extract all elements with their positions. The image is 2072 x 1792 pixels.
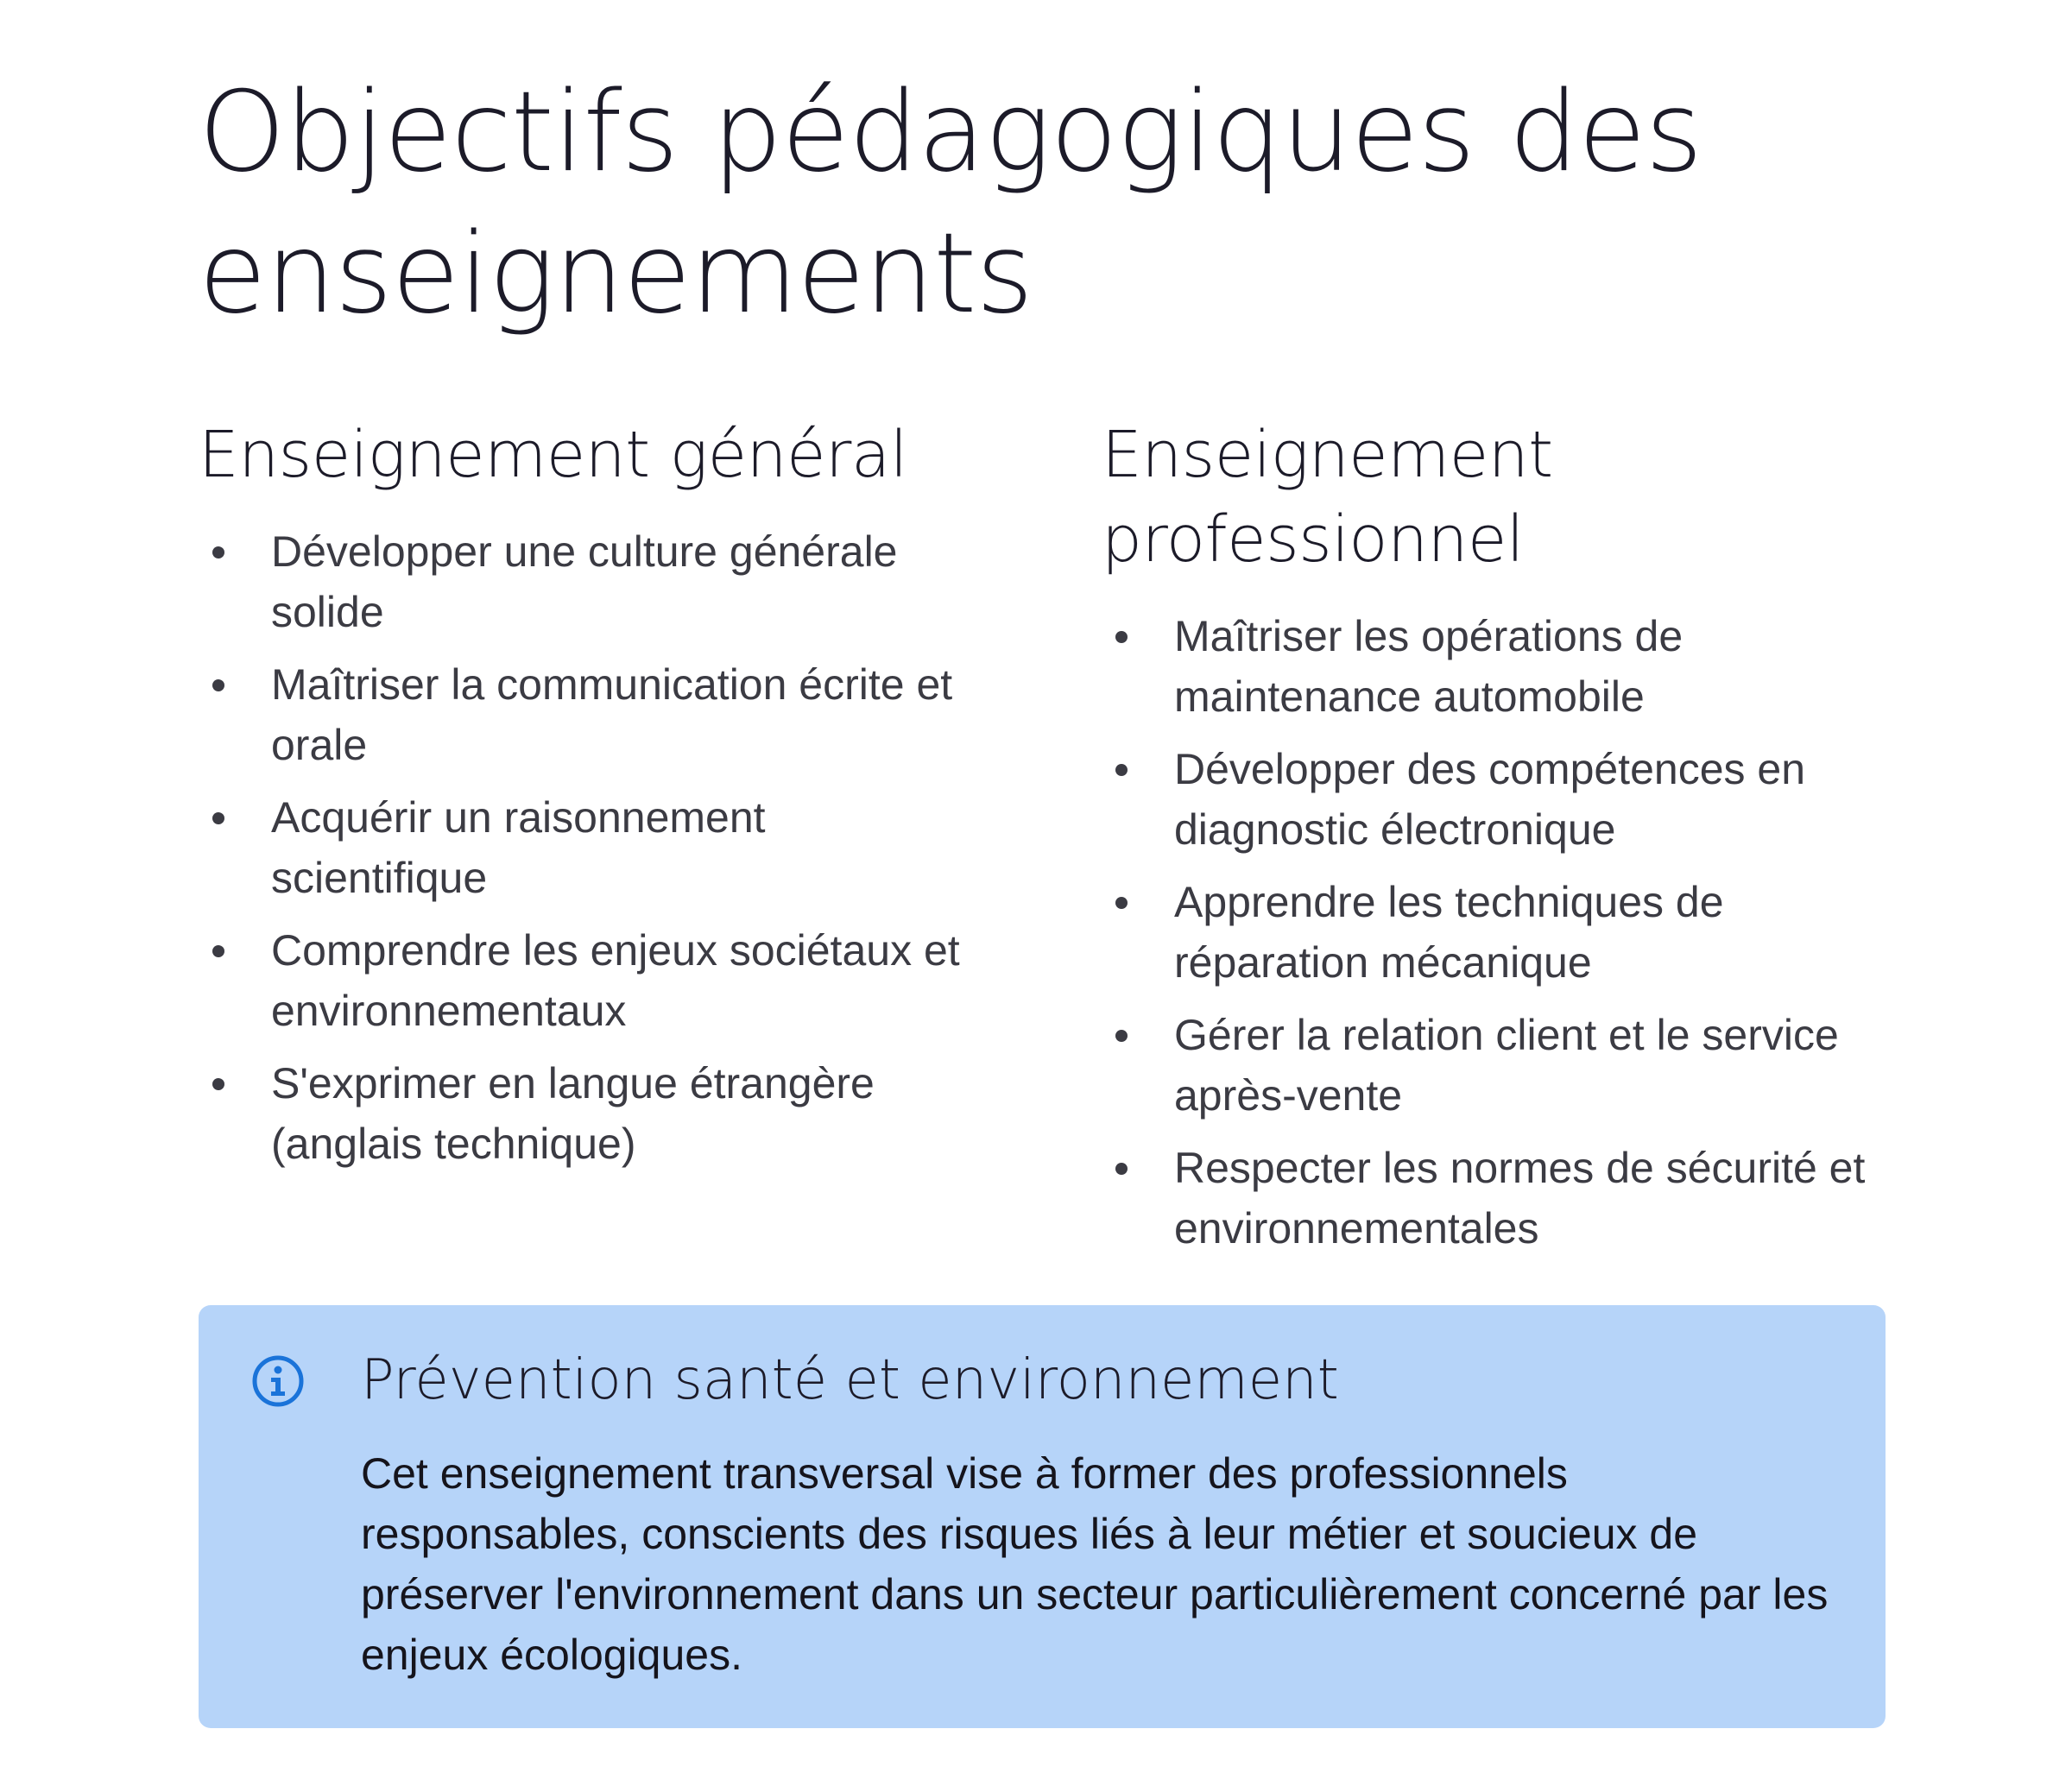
callout-text: Cet enseignement transversal vise à former des professionnels responsables, conscients des risques liés à leur métier et soucieux de préserver l'environnement dans un secteur particulièrement concerné par les enjeux écologiques. xyxy=(361,1449,1829,1679)
list-item xyxy=(1102,1138,1882,1259)
general-list xyxy=(199,521,976,1174)
general-section xyxy=(199,413,976,1186)
list-item-text: Maîtriser la communication écrite et orale xyxy=(271,660,953,769)
info-callout xyxy=(199,1305,1886,1728)
list-item-text: Développer des compétences en diagnostic électronique xyxy=(1174,745,1806,854)
bullet-icon xyxy=(1115,764,1128,776)
page-title: Objectifs pédagogiques des enseignements xyxy=(199,68,1702,338)
list-item-text: Gérer la relation client et le service après-vente xyxy=(1174,1011,1839,1120)
list-item-text: Développer une culture générale solide xyxy=(271,527,898,636)
professionnel-section xyxy=(1102,413,1879,1271)
professionnel-heading: Enseignement professionnel xyxy=(1102,418,1553,577)
general-heading: Enseignement général xyxy=(199,418,907,492)
list-item xyxy=(199,1053,962,1174)
bullet-icon xyxy=(1115,897,1128,909)
list-item-text: Comprendre les enjeux sociétaux et environnementaux xyxy=(271,926,960,1035)
list-item xyxy=(1102,872,1882,993)
list-item xyxy=(199,654,962,775)
callout-title: Prévention santé et environnement xyxy=(361,1348,1339,1412)
bullet-icon xyxy=(212,546,224,558)
professionnel-list xyxy=(1102,606,1879,1259)
bullet-icon xyxy=(212,945,224,957)
list-item xyxy=(1102,1005,1882,1126)
bullet-icon xyxy=(1115,1030,1128,1042)
info-icon xyxy=(250,1353,306,1409)
bullet-icon xyxy=(1115,1163,1128,1175)
list-item xyxy=(199,787,962,908)
list-item xyxy=(1102,606,1882,727)
list-item-text: Maîtriser les opérations de maintenance automobile xyxy=(1174,612,1684,721)
list-item-text: Apprendre les techniques de réparation mécanique xyxy=(1174,878,1724,987)
bullet-icon xyxy=(212,679,224,691)
list-item-text: Acquérir un raisonnement scientifique xyxy=(271,793,766,902)
list-item-text: Respecter les normes de sécurité et environnementales xyxy=(1174,1144,1866,1253)
bullet-icon xyxy=(212,812,224,824)
bullet-icon xyxy=(212,1078,224,1090)
list-item-text: S'exprimer en langue étrangère (anglais technique) xyxy=(271,1059,875,1168)
list-item xyxy=(1102,739,1882,860)
list-item xyxy=(199,521,962,642)
bullet-icon xyxy=(1115,631,1128,643)
list-item xyxy=(199,920,962,1041)
